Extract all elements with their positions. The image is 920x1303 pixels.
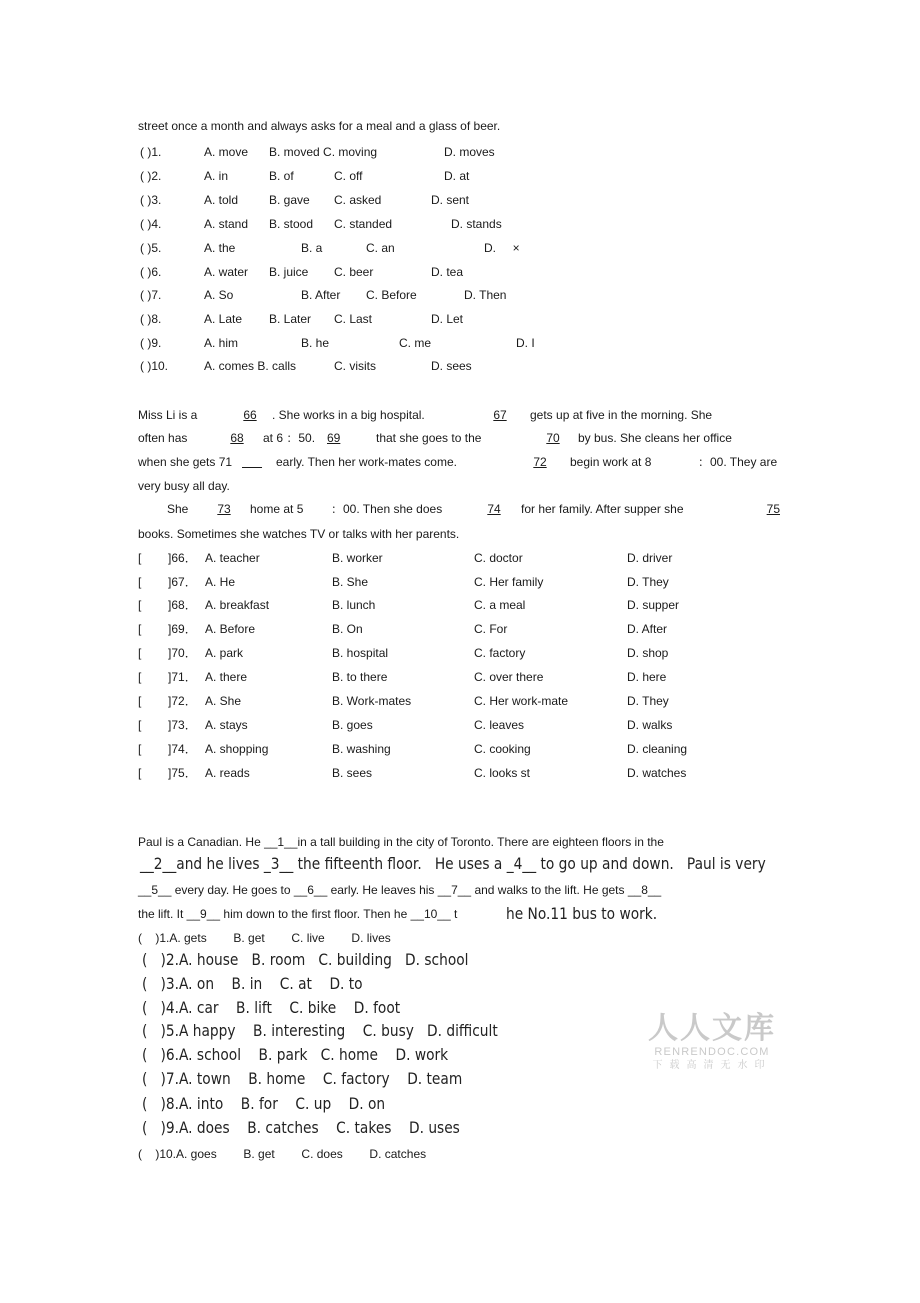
q2-d: D. at — [444, 169, 470, 183]
p2-text-2: . She works in a big hospital. — [272, 408, 425, 422]
q7-a: A. So — [204, 288, 234, 302]
q3-b: B. gave — [269, 193, 310, 207]
q74-c: C. cooking — [474, 742, 531, 756]
p3-line-1: Paul is a Canadian. He __1__in a tall building in the city of Toronto. There are eighteen floors in the — [138, 835, 664, 849]
q71-num: [ ]71． — [138, 670, 197, 684]
p2-text-6: that she goes to the — [376, 431, 482, 445]
q74-a: A. shopping — [205, 742, 269, 756]
q4-num: ( )4. — [140, 217, 162, 231]
q1-b: B. moved C. moving — [269, 145, 378, 159]
q66-c: C. doctor — [474, 551, 523, 565]
q71-d: D. here — [627, 670, 667, 684]
q73-b: B. goes — [332, 718, 373, 732]
p3-line-3: __5__ every day. He goes to __6__ early. He leaves his __7__ and walks to the lift. He gets __8__ — [138, 883, 662, 897]
q75-c: C. looks st — [474, 766, 531, 780]
p2-text-8: when she gets 71 — [138, 455, 233, 469]
q1-d: D. moves — [444, 145, 495, 159]
q8-num: ( )8. — [140, 312, 162, 326]
q3-d: D. sent — [431, 193, 470, 207]
p2-text-17: books. Sometimes she watches TV or talks with her parents. — [138, 527, 460, 541]
q5-c: C. an — [366, 241, 395, 255]
q9-b: B. he — [301, 336, 330, 350]
q70-c: C. factory — [474, 646, 526, 660]
q70-num: [ ]70． — [138, 646, 197, 660]
blank-74: 74 — [487, 502, 501, 516]
q69-c: C. For — [474, 622, 508, 636]
blank-69: 69 — [327, 431, 341, 445]
blank-67: 67 — [493, 408, 507, 422]
q6-a: A. water — [204, 265, 249, 279]
s3-q2: ( )2.A. house B. room C. building D. school — [142, 950, 469, 969]
q73-c: C. leaves — [474, 718, 525, 732]
q74-num: [ ]74． — [138, 742, 197, 756]
blank-73: 73 — [217, 502, 231, 516]
q8-b: B. Later — [269, 312, 312, 326]
q4-b: B. stood — [269, 217, 314, 231]
q6-d: D. tea — [431, 265, 464, 279]
q68-a: A. breakfast — [205, 598, 270, 612]
blank-75: 75 — [766, 502, 780, 516]
q10-c: C. visits — [334, 359, 376, 373]
q9-d: D. I — [516, 336, 535, 350]
q70-a: A. park — [205, 646, 244, 660]
q70-b: B. hospital — [332, 646, 389, 660]
watermark — [648, 1012, 776, 1073]
q8-a: A. Late — [204, 312, 243, 326]
intro-line: street once a month and always asks for a meal and a glass of beer. — [138, 119, 501, 133]
q3-num: ( )3. — [140, 193, 162, 207]
q71-a: A. there — [205, 670, 248, 684]
q10-d: D. sees — [431, 359, 472, 373]
q3-c: C. asked — [334, 193, 382, 207]
s3-q5: ( )5.A happy B. interesting C. busy D. difficult — [142, 1021, 498, 1040]
p2-text-3: gets up at five in the morning. She — [530, 408, 713, 422]
s3-q10: ( )10.A. goes B. get C. does D. catches — [138, 1147, 427, 1161]
q68-num: [ ]68． — [138, 598, 197, 612]
p2-text-15: ：00. Then she does — [331, 502, 443, 516]
q7-num: ( )7. — [140, 288, 162, 302]
s3-q1: ( )1.A. gets B. get C. live D. lives — [138, 931, 391, 945]
q67-d: D. They — [627, 575, 669, 589]
q7-b: B. After — [301, 288, 341, 302]
q6-num: ( )6. — [140, 265, 162, 279]
q69-b: B. On — [332, 622, 363, 636]
q3-a: A. told — [204, 193, 239, 207]
q4-d: D. stands — [451, 217, 502, 231]
q74-b: B. washing — [332, 742, 391, 756]
q9-num: ( )9. — [140, 336, 162, 350]
q2-num: ( )2. — [140, 169, 162, 183]
q69-a: A. Before — [205, 622, 256, 636]
q68-c: C. a meal — [474, 598, 526, 612]
p3-line-2: __2__and he lives _3__ the fifteenth floor. He uses a _4__ to go up and down. Paul is very — [140, 854, 766, 873]
q9-c: C. me — [399, 336, 432, 350]
q66-num: [ ]66． — [138, 551, 197, 565]
q5-b: B. a — [301, 241, 323, 255]
q4-c: C. standed — [334, 217, 393, 231]
blank-72: 72 — [533, 455, 547, 469]
q74-d: D. cleaning — [627, 742, 688, 756]
q66-b: B. worker — [332, 551, 383, 565]
p2-text-9: early. Then her work-mates come. — [276, 455, 457, 469]
s3-q7: ( )7.A. town B. home C. factory D. team — [142, 1069, 463, 1088]
q5-a: A. the — [204, 241, 236, 255]
q7-d: D. Then — [464, 288, 507, 302]
q73-d: D. walks — [627, 718, 673, 732]
q4-a: A. stand — [204, 217, 249, 231]
q10-a: A. comes B. calls — [204, 359, 297, 373]
q72-num: [ ]72． — [138, 694, 197, 708]
q75-num: [ ]75． — [138, 766, 197, 780]
q9-a: A. him — [204, 336, 239, 350]
q75-d: D. watches — [627, 766, 687, 780]
q72-d: D. They — [627, 694, 669, 708]
p2-text-4: often has — [138, 431, 188, 445]
q69-d: D. After — [627, 622, 668, 636]
s3-q4: ( )4.A. car B. lift C. bike D. foot — [142, 998, 401, 1017]
q68-d: D. supper — [627, 598, 680, 612]
watermark-url: RENRENDOC.COM — [654, 1046, 770, 1058]
q6-b: B. juice — [269, 265, 309, 279]
p2-text-5: at 6 ：50. — [263, 431, 316, 445]
q75-b: B. sees — [332, 766, 373, 780]
p2-text-7: by bus. She cleans her office — [578, 431, 732, 445]
q66-d: D. driver — [627, 551, 673, 565]
blank-71 — [242, 455, 270, 469]
q5-num: ( )5. — [140, 241, 162, 255]
q68-b: B. lunch — [332, 598, 376, 612]
blank-68: 68 — [230, 431, 244, 445]
q6-c: C. beer — [334, 265, 374, 279]
s3-q6: ( )6.A. school B. park C. home D. work — [142, 1045, 449, 1064]
q2-c: C. off — [334, 169, 363, 183]
p2-text-10: begin work at 8 — [570, 455, 652, 469]
q72-c: C. Her work-mate — [474, 694, 569, 708]
p2-text-14: home at 5 — [250, 502, 304, 516]
q67-a: A. He — [205, 575, 236, 589]
p3-line-4b: he No.11 bus to work. — [506, 904, 658, 923]
q75-a: A. reads — [205, 766, 250, 780]
q73-num: [ ]73． — [138, 718, 197, 732]
q1-num: ( )1. — [140, 145, 162, 159]
watermark-subtitle: 下载高清无水印 — [652, 1060, 772, 1071]
s3-q3: ( )3.A. on B. in C. at D. to — [142, 974, 363, 993]
watermark-logo: 人人文库 — [648, 1011, 776, 1046]
q67-c: C. Her family — [474, 575, 544, 589]
q71-b: B. to there — [332, 670, 388, 684]
p2-text-1: Miss Li is a — [138, 408, 198, 422]
q8-d: D. Let — [431, 312, 464, 326]
p3-line-4a: the lift. It __9__ him down to the first floor. Then he __10__ t — [138, 907, 458, 921]
q67-num: [ ]67． — [138, 575, 197, 589]
q2-a: A. in — [204, 169, 229, 183]
q10-num: ( )10. — [140, 359, 169, 373]
q66-a: A. teacher — [205, 551, 260, 565]
q72-a: A. She — [205, 694, 242, 708]
q72-b: B. Work-mates — [332, 694, 412, 708]
q1-a: A. move — [204, 145, 249, 159]
blank-70: 70 — [546, 431, 560, 445]
q8-c: C. Last — [334, 312, 373, 326]
q71-c: C. over there — [474, 670, 544, 684]
p2-text-12: very busy all day. — [138, 479, 230, 493]
q67-b: B. She — [332, 575, 369, 589]
q2-b: B. of — [269, 169, 294, 183]
s3-q9: ( )9.A. does B. catches C. takes D. uses — [142, 1118, 460, 1137]
q70-d: D. shop — [627, 646, 669, 660]
p2-text-13: She — [167, 502, 189, 516]
p2-text-16: for her family. After supper she — [521, 502, 684, 516]
q5-d: D. × — [484, 241, 520, 255]
q73-a: A. stays — [205, 718, 248, 732]
p2-text-11: ：00. They are — [698, 455, 778, 469]
s3-q8: ( )8.A. into B. for C. up D. on — [142, 1094, 386, 1113]
q69-num: [ ]69． — [138, 622, 197, 636]
q7-c: C. Before — [366, 288, 417, 302]
blank-66: 66 — [243, 408, 257, 422]
